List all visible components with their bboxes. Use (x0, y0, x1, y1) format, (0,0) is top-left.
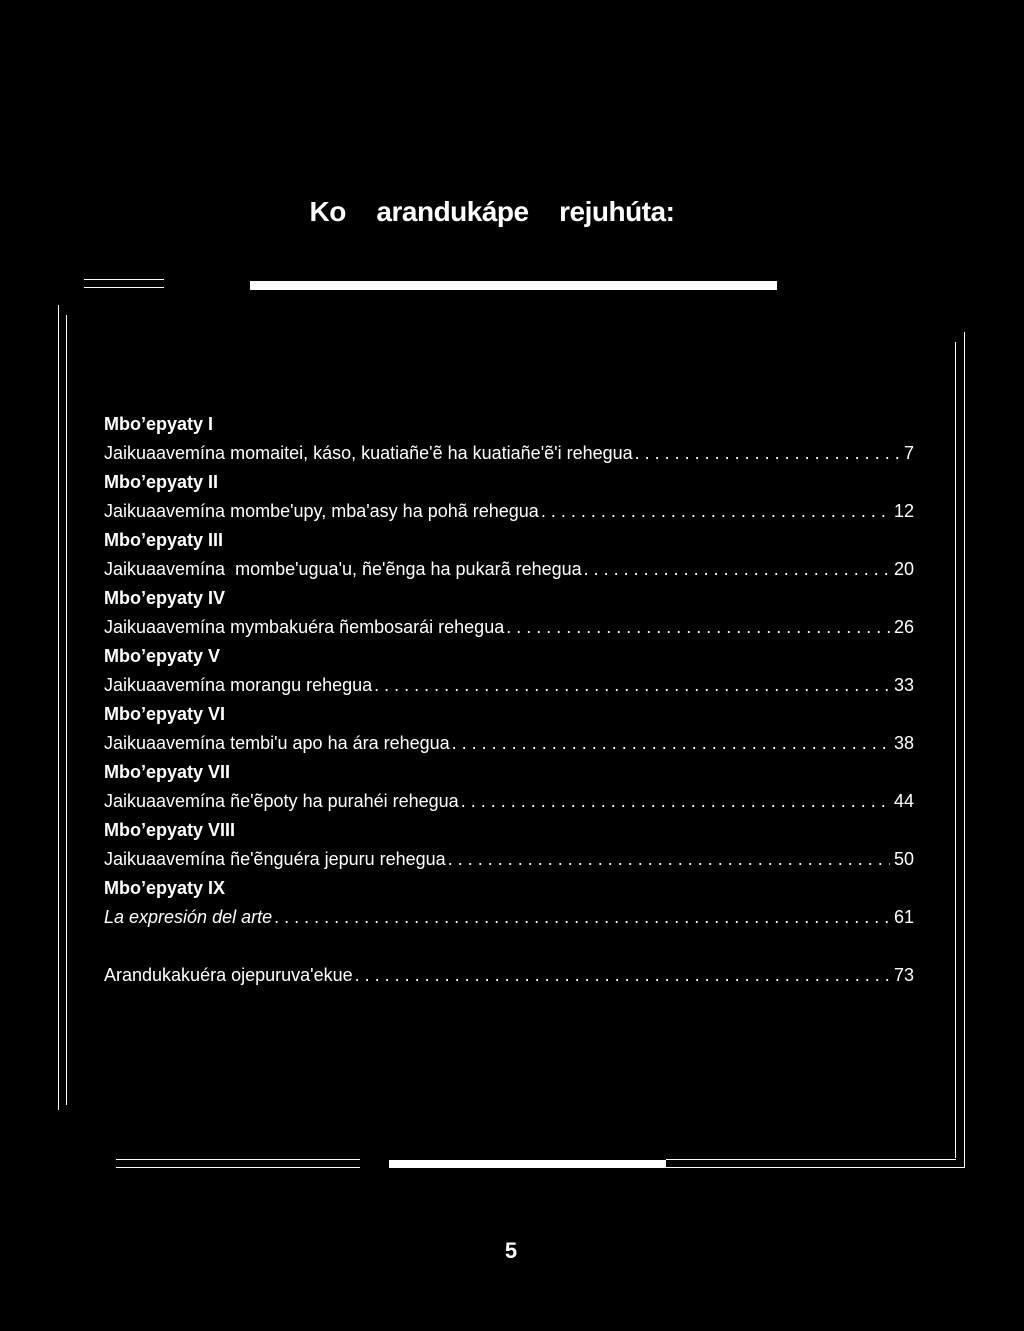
entry-page-number: 7 (903, 443, 914, 463)
toc-chapter-4 (104, 584, 914, 642)
entry-title: Jaikuaavemína mombe'ugua'u, ñe'ẽnga ha pukarã rehegua (104, 559, 582, 579)
toc-line[interactable] (104, 845, 914, 874)
dot-leader (274, 903, 890, 932)
entry-page-number: 20 (893, 559, 914, 579)
toc-line[interactable] (104, 961, 914, 990)
toc-line[interactable] (104, 613, 914, 642)
chapter-heading: Mbo’epyaty III (104, 530, 224, 550)
entry-title: Jaikuaavemína ñe'ẽpoty ha purahéi rehegua (104, 791, 459, 811)
entry-page-number: 38 (893, 733, 914, 753)
dot-leader (374, 671, 890, 700)
entry-title: Jaikuaavemína ñe'ẽnguéra jepuru rehegua (104, 849, 446, 869)
entry-title: Jaikuaavemína mymbakuéra ñembosarái rehegua (104, 617, 505, 637)
left-rule-1 (58, 305, 59, 1110)
toc-chapter-6 (104, 700, 914, 758)
chapter-heading: Mbo’epyaty VI (104, 704, 226, 724)
page-title: Ko arandukápe rejuhúta: (309, 196, 675, 227)
entry-page-number: 44 (893, 791, 914, 811)
entry-title: Jaikuaavemína mombe'upy, mba'asy ha pohã rehegua (104, 501, 539, 521)
toc-line[interactable] (104, 671, 914, 700)
toc-line[interactable] (104, 555, 914, 584)
dot-leader (452, 729, 890, 758)
entry-page-number: 61 (893, 907, 914, 927)
entry-page-number: 73 (893, 965, 914, 985)
bottom-rule-thin-2 (116, 1167, 360, 1168)
dot-leader (541, 497, 890, 526)
chapter-heading: Mbo’epyaty I (104, 414, 214, 434)
chapter-heading: Mbo’epyaty VIII (104, 820, 236, 840)
toc-chapter-1 (104, 410, 914, 468)
toc-bibliography (104, 961, 914, 990)
chapter-heading: Mbo’epyaty II (104, 472, 219, 492)
right-rule-1 (955, 342, 956, 1158)
dot-leader (448, 845, 890, 874)
dot-leader (461, 787, 890, 816)
right-rule-2 (964, 332, 965, 1168)
entry-page-number: 50 (893, 849, 914, 869)
entry-page-number: 12 (893, 501, 914, 521)
toc-chapter-7 (104, 758, 914, 816)
dot-leader (355, 961, 890, 990)
toc-line[interactable] (104, 729, 914, 758)
entry-page-number: 33 (893, 675, 914, 695)
bottom-rule-thick (389, 1160, 666, 1168)
top-rule-thin-1 (84, 279, 164, 280)
table-of-contents (104, 410, 914, 990)
bottom-rule-thin-3 (666, 1159, 956, 1160)
entry-title: Arandukakuéra ojepuruva'ekue (104, 965, 353, 985)
toc-line[interactable] (104, 903, 914, 932)
chapter-heading: Mbo’epyaty VII (104, 762, 231, 782)
bottom-rule-thin-4 (666, 1167, 965, 1168)
dot-leader (506, 613, 890, 642)
toc-line[interactable] (104, 787, 914, 816)
toc-chapter-2 (104, 468, 914, 526)
top-rule-thick (250, 281, 777, 290)
left-rule-2 (66, 315, 67, 1105)
toc-chapter-9 (104, 874, 914, 932)
toc-line[interactable] (104, 439, 914, 468)
chapter-heading: Mbo’epyaty IV (104, 588, 226, 608)
chapter-heading: Mbo’epyaty IX (104, 878, 226, 898)
toc-line[interactable] (104, 497, 914, 526)
dot-leader (635, 439, 900, 468)
toc-chapter-8 (104, 816, 914, 874)
page-number: 5 (504, 1238, 518, 1263)
entry-title: Jaikuaavemína morangu rehegua (104, 675, 373, 695)
toc-chapter-5 (104, 642, 914, 700)
spacer (104, 932, 914, 961)
entry-title: La expresión del arte (104, 907, 273, 927)
chapter-heading: Mbo’epyaty V (104, 646, 221, 666)
entry-title: Jaikuaavemína momaitei, káso, kuatiañe'ẽ ha kuatiañe'ẽ'i rehegua (104, 443, 633, 463)
entry-page-number: 26 (893, 617, 914, 637)
dot-leader (584, 555, 890, 584)
entry-title: Jaikuaavemína tembi'u apo ha ára rehegua (104, 733, 450, 753)
top-rule-thin-2 (84, 287, 164, 288)
toc-chapter-3 (104, 526, 914, 584)
bottom-rule-thin-1 (116, 1159, 360, 1160)
